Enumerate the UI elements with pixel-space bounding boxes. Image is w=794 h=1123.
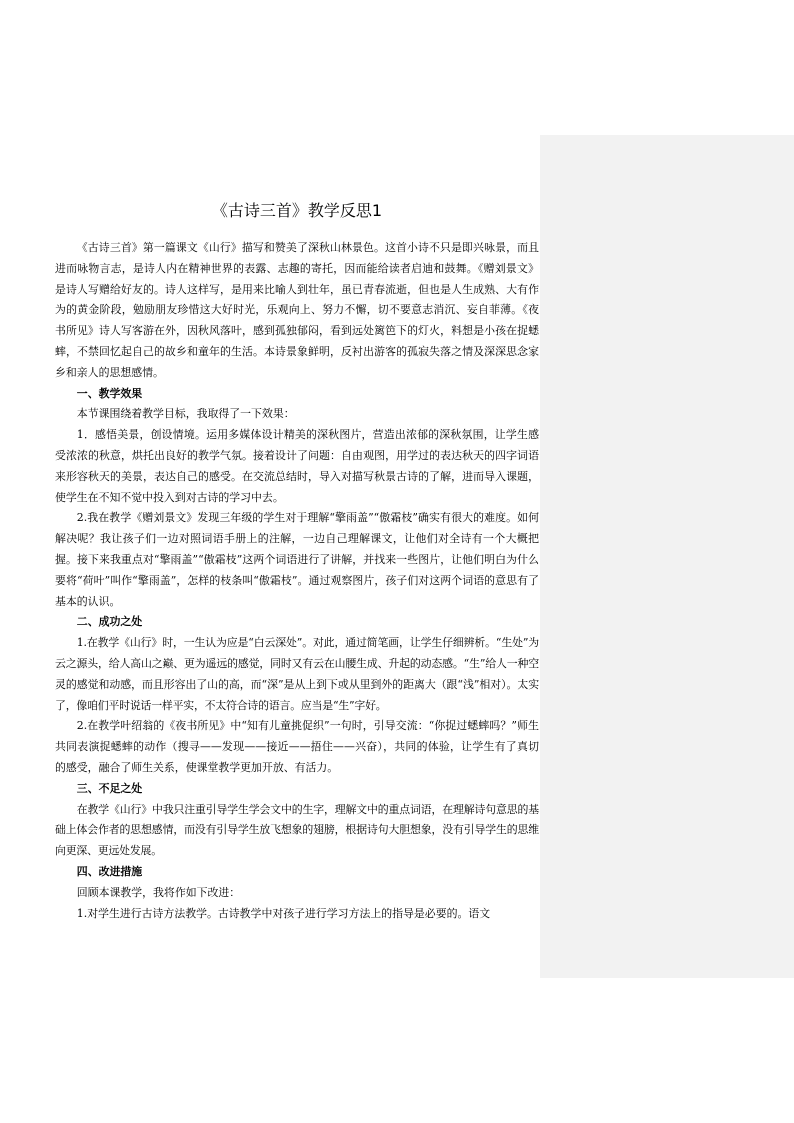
document-page <box>55 198 539 924</box>
section-heading-effect: 一、教学效果 <box>76 386 143 400</box>
paragraph: 回顾本课教学，我将作如下改进： <box>76 885 241 899</box>
intro-paragraph: 《古诗三首》第一篇课文《山行》描写和赞美了深秋山林景色。这首小诗不只是即兴咏景，而且进而咏物言志，是诗人内在精神世界的表露、志趣的寄托，因而能给读者启迪和鼓舞。《赠刘景文》是诗人写赠给好友的。诗人这样写，是用来比喻人到壮年，虽已青春流逝，但也是人生成熟、大有作为的黄金阶段，勉励朋友珍惜这大好时光，乐观向上、努力不懈，切不要意志消沉、妄自菲薄。《夜书所见》诗人写客游在外，因秋风落叶，感到孤独郁闷，看到远处篱笆下的灯火，料想是小孩在捉蟋蟀，不禁回忆起自己的故乡和童年的生活。本诗景象鲜明，反衬出游客的孤寂失落之情及深深思念家乡和亲人的思想感情。 <box>55 241 539 379</box>
section-heading-shortcoming: 三、不足之处 <box>76 781 143 795</box>
comment-pane <box>540 135 794 978</box>
paragraph: 2.我在教学《赠刘景文》发现三年级的学生对于理解“擎雨盖”“傲霜枝”确实有很大的难度。如何解决呢？我让孩子们一边对照词语手册上的注解，一边自己理解课文，让他们对全诗有一个大概把握。接下来我重点对“擎雨盖”“傲霜枝”这两个词语进行了讲解，并找来一些图片，让他们明白为什么要将“荷叶”叫作“擎雨盖”，怎样的枝条叫“傲霜枝”。通过观察图片，孩子们对这两个词语的意思有了基本的认识。 <box>55 511 539 608</box>
paragraph: 2.在教学叶绍翁的《夜书所见》中“知有儿童挑促织”一句时，引导交流：“你捉过蟋蟀吗？”师生共同表演捉蟋蟀的动作（搜寻——发现——接近——捂住——兴奋），共同的体验，让学生有了真切的感受，融合了师生关系，使课堂教学更加开放、有活力。 <box>55 719 539 774</box>
paragraph: 本节课围绕着教学目标，我取得了一下效果： <box>76 407 295 421</box>
paragraph: 在教学《山行》中我只注重引导学生学会文中的生字，理解文中的重点词语，在理解诗句意思的基础上体会作者的思想感情，而没有引导学生放飞想象的翅膀，根据诗句大胆想象，没有引导学生的思维向更深、更远处发展。 <box>55 802 539 858</box>
paragraph: 1.对学生进行古诗方法教学。古诗教学中对孩子进行学习方法上的指导是必要的。语文 <box>76 906 491 920</box>
paragraph: 1．感悟美景，创设情境。运用多媒体设计精美的深秋图片，营造出浓郁的深秋氛围，让学生感受浓浓的秋意，烘托出良好的教学气氛。接着设计了问题：自由观图，用学过的表达秋天的四字词语来形容秋天的美景，表达自己的感受。在交流总结时，导入对描写秋景古诗的了解，进而导入课题，使学生在不知不觉中投入到对古诗的学习中去。 <box>55 428 539 504</box>
paragraph: 1.在教学《山行》时，一生认为应是“白云深处”。对此，通过简笔画，让学生仔细辨析。“生处”为云之源头，给人高山之巅、更为遥远的感觉，同时又有云在山腰生成、升起的动态感。“生”给人一种空灵的感觉和动感，而且形容出了山的高，而“深”是从上到下或从里到外的距离大（跟“浅”相对）。太实了，像咱们平时说话一样平实，不太符合诗的语言。应当是“生”字好。 <box>55 636 539 712</box>
section-heading-success: 二、成功之处 <box>76 615 143 629</box>
document-title: 《古诗三首》教学反思1 <box>211 201 383 220</box>
section-heading-improvement: 四、改进措施 <box>76 864 143 878</box>
